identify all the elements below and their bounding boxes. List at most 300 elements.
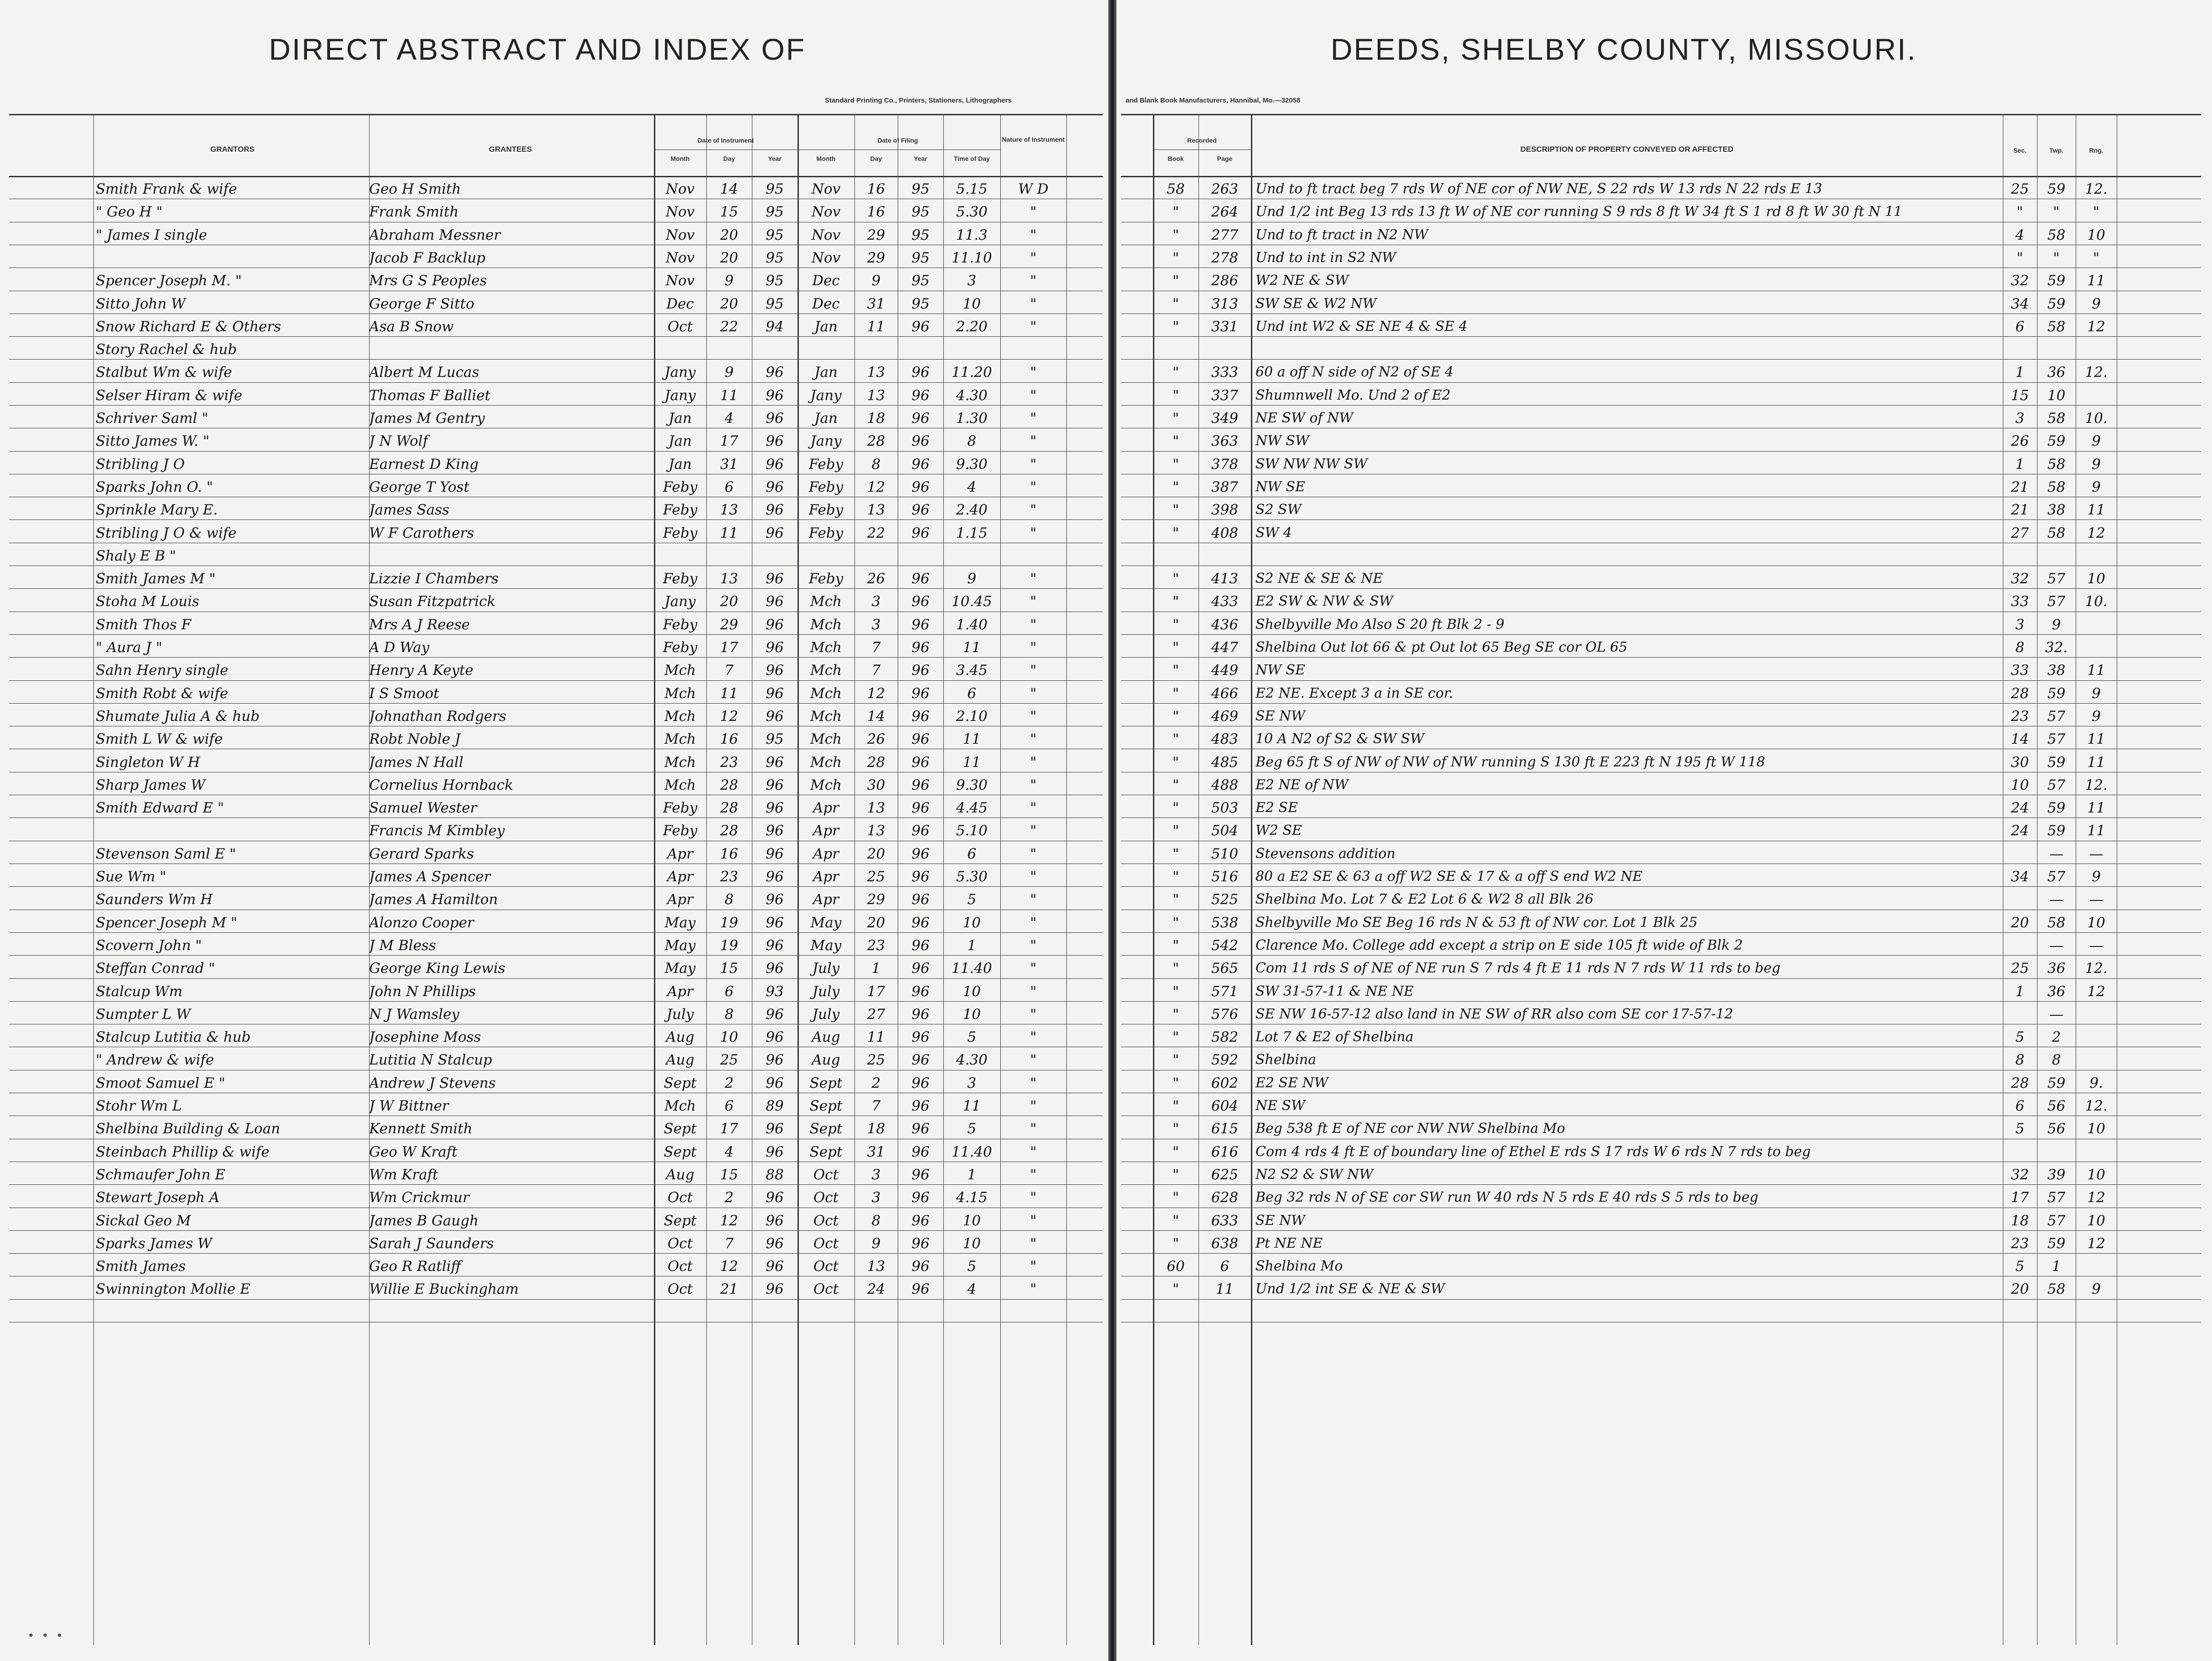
instrument-day-cell: 11 — [720, 685, 738, 702]
filing-day-cell: 28 — [867, 754, 885, 771]
filing-year-cell: 96 — [911, 1098, 930, 1114]
grantee-cell: John N Phillips — [369, 983, 476, 1000]
filing-time-cell — [943, 545, 1000, 567]
instrument-day-cell: 17 — [720, 639, 738, 656]
book-cell: " — [1172, 319, 1179, 335]
range-cell: 11 — [2087, 823, 2105, 839]
filing-month-cell: Sept — [809, 1144, 843, 1160]
filing-year-cell: 96 — [911, 1167, 930, 1183]
nature-cell: " — [1030, 731, 1037, 747]
township-cell: 59 — [2047, 685, 2066, 702]
instrument-day-cell: 10 — [720, 1029, 738, 1045]
grantor-cell: Spencer Joseph M. " — [96, 273, 242, 289]
township-cell: 36 — [2047, 983, 2066, 1000]
page-cell: 525 — [1211, 891, 1239, 908]
year-header-filing: Year — [914, 155, 927, 162]
grantor-cell: Stevenson Saml E " — [96, 846, 236, 862]
instrument-day-cell: 28 — [720, 823, 738, 839]
description-cell — [1255, 338, 2001, 361]
filing-month-cell: Oct — [813, 1167, 839, 1183]
filing-day-cell: 25 — [867, 1052, 885, 1068]
page-cell: 433 — [1211, 593, 1239, 610]
page-cell: 378 — [1211, 456, 1239, 473]
page-cell: 11 — [1215, 1281, 1234, 1297]
instrument-month-cell: Feby — [663, 639, 698, 656]
range-cell: 12. — [2085, 777, 2108, 793]
page-cell: 504 — [1211, 823, 1239, 839]
instrument-year-cell: 96 — [766, 525, 784, 541]
instrument-day-cell: 28 — [720, 777, 738, 793]
instrument-year-cell: 96 — [766, 1075, 784, 1091]
range-cell: 9 — [2092, 685, 2101, 702]
filing-year-cell: 96 — [911, 869, 930, 885]
grantor-cell: Sparks James W — [96, 1235, 212, 1252]
grantee-cell: Sarah J Saunders — [369, 1235, 494, 1252]
grantor-cell: Stalbut Wm & wife — [96, 364, 232, 381]
book-cell: " — [1172, 869, 1179, 885]
grantee-cell: Mrs A J Reese — [369, 617, 470, 633]
filing-day-cell: 20 — [867, 846, 885, 862]
instrument-day-cell: 13 — [720, 571, 738, 587]
filing-time-cell: 8 — [967, 433, 977, 449]
grantee-cell: James Sass — [369, 502, 449, 518]
page-cell: 349 — [1211, 410, 1239, 427]
page-cell: 447 — [1211, 639, 1239, 656]
grantors-header: GRANTORS — [210, 145, 255, 154]
nature-cell: " — [1030, 502, 1037, 518]
instrument-month-cell: Aug — [666, 1167, 694, 1183]
instrument-year-cell: 96 — [766, 456, 784, 473]
filing-time-cell: 1.40 — [956, 617, 988, 633]
filing-year-cell: 96 — [911, 731, 930, 747]
range-cell: 12 — [2087, 319, 2105, 335]
nature-cell — [1000, 545, 1066, 567]
nature-cell: " — [1030, 1258, 1037, 1275]
filing-time-cell: 3 — [967, 273, 977, 289]
header-rule-bottom-right — [1121, 176, 2201, 177]
grantee-cell: George King Lewis — [369, 960, 505, 977]
description-cell: SW SE & W2 NW — [1255, 296, 1377, 312]
section-cell — [2003, 545, 2037, 567]
book-cell: " — [1172, 456, 1179, 473]
township-cell: 1 — [2052, 1258, 2061, 1275]
page-cell: 413 — [1211, 571, 1239, 587]
filing-month-cell: Feby — [808, 456, 844, 473]
instrument-year-cell: 96 — [766, 1006, 784, 1023]
instrument-day-cell: 19 — [720, 915, 738, 931]
book-cell: " — [1172, 1167, 1179, 1183]
instrument-year-cell: 95 — [766, 273, 784, 289]
filing-month-cell: Feby — [808, 479, 844, 495]
grantee-cell: Wm Kraft — [369, 1167, 438, 1183]
grantor-cell: Steinbach Phillip & wife — [96, 1144, 270, 1160]
township-cell: — — [2049, 937, 2063, 954]
range-cell: 12 — [2087, 983, 2105, 1000]
filing-time-cell: 4.45 — [956, 800, 988, 816]
instrument-year-cell: 96 — [766, 1121, 784, 1137]
section-cell: 3 — [2015, 617, 2025, 633]
page-cell: 615 — [1211, 1121, 1239, 1137]
description-cell — [1255, 545, 2001, 567]
page-cell: 485 — [1211, 754, 1239, 771]
filing-day-cell: 22 — [867, 525, 885, 541]
filing-month-cell: Nov — [811, 181, 841, 197]
section-cell: 5 — [2015, 1121, 2025, 1137]
grantee-cell: James N Hall — [369, 754, 463, 771]
filing-time-cell: 11 — [962, 731, 981, 747]
section-cell: 3 — [2015, 410, 2025, 427]
filing-day-cell: 12 — [867, 479, 885, 495]
instrument-day-cell: 6 — [725, 983, 734, 1000]
section-cell: 21 — [2011, 502, 2029, 518]
instrument-month-cell: May — [664, 915, 696, 931]
filing-year-cell: 96 — [911, 1121, 930, 1137]
section-cell: 1 — [2015, 456, 2025, 473]
township-cell — [2037, 545, 2076, 567]
instrument-month-cell: Feby — [663, 479, 698, 495]
day-header-instrument: Day — [723, 155, 735, 162]
page-cell: 503 — [1211, 800, 1239, 816]
grantee-cell: Lizzie I Chambers — [369, 571, 499, 587]
range-cell: 10 — [2087, 571, 2105, 587]
nature-cell: " — [1030, 1189, 1037, 1206]
grantee-cell: Asa B Snow — [369, 319, 454, 335]
range-cell: 12 — [2087, 1189, 2105, 1206]
nature-cell — [1000, 338, 1066, 361]
filing-year-cell: 96 — [911, 662, 930, 679]
nature-cell: " — [1030, 319, 1037, 335]
page-cell: 331 — [1211, 319, 1239, 335]
section-cell: 21 — [2011, 479, 2029, 495]
page-cell: 483 — [1211, 731, 1239, 747]
section-cell: 34 — [2011, 296, 2029, 312]
book-cell: " — [1172, 800, 1179, 816]
instrument-day-cell: 2 — [725, 1189, 734, 1206]
grantee-cell: Frank Smith — [369, 204, 459, 220]
section-cell — [2003, 888, 2037, 911]
township-cell: 58 — [2047, 915, 2066, 931]
instrument-day-cell: 12 — [720, 1258, 738, 1275]
filing-time-cell: 11.40 — [952, 960, 992, 977]
range-cell: " — [2093, 250, 2100, 266]
instrument-year-cell — [752, 545, 797, 567]
township-cell: 59 — [2047, 433, 2066, 449]
instrument-year-cell: 96 — [766, 685, 784, 702]
filing-month-cell: Feby — [808, 502, 844, 518]
description-cell: Clarence Mo. College add except a strip on E side 105 ft wide of Blk 2 — [1255, 937, 1743, 953]
grantee-cell: Andrew J Stevens — [369, 1075, 496, 1091]
instrument-day-cell: 15 — [720, 204, 738, 220]
filing-month-cell: Mch — [810, 662, 842, 679]
range-cell: 12. — [2085, 960, 2108, 977]
instrument-year-cell: 95 — [766, 227, 784, 243]
filing-time-cell: 10 — [962, 296, 981, 312]
township-cell: " — [2053, 250, 2060, 266]
filing-day-cell: 13 — [867, 1258, 885, 1275]
year-header-instrument: Year — [768, 155, 782, 162]
grantee-cell: Geo H Smith — [369, 181, 461, 197]
instrument-month-cell: Sept — [664, 1213, 697, 1229]
filing-year-cell: 95 — [911, 227, 930, 243]
description-cell: Com 11 rds S of NE of NE run S 7 rds 4 ft E 11 rds N 7 rds W 11 rds to beg — [1255, 960, 1780, 976]
section-cell: 25 — [2011, 181, 2029, 197]
township-cell: 57 — [2047, 708, 2066, 725]
grantor-cell: Snow Richard E & Others — [96, 319, 281, 335]
filing-month-cell: Oct — [813, 1213, 839, 1229]
grantee-cell: James B Gaugh — [369, 1213, 479, 1229]
instrument-month-cell: Mch — [664, 731, 696, 747]
book-cell: " — [1172, 1235, 1179, 1252]
nature-cell: " — [1030, 617, 1037, 633]
filing-day-cell: 3 — [871, 617, 881, 633]
section-cell: 30 — [2011, 754, 2029, 771]
grantee-cell: Susan Fitzpatrick — [369, 593, 496, 610]
section-cell: 10 — [2011, 777, 2029, 793]
township-cell — [2037, 1141, 2076, 1163]
instrument-day-cell: 14 — [720, 181, 738, 197]
book-cell: " — [1172, 410, 1179, 427]
description-cell: N2 S2 & SW NW — [1255, 1167, 1373, 1183]
filing-time-cell: 1 — [967, 937, 977, 954]
filing-month-cell: Mch — [810, 754, 842, 771]
grantee-cell: Alonzo Cooper — [369, 915, 474, 931]
filing-day-cell: 3 — [871, 1167, 881, 1183]
filing-month-cell — [797, 338, 854, 361]
section-cell: " — [2017, 250, 2023, 266]
filing-month-cell: July — [812, 1006, 840, 1023]
grantor-cell: Smith Thos F — [96, 617, 191, 633]
filing-day-cell: 31 — [867, 1144, 885, 1160]
filing-month-cell: Apr — [813, 800, 839, 816]
filing-time-cell: 10 — [962, 1006, 981, 1023]
description-cell: Shumnwell Mo. Und 2 of E2 — [1255, 387, 1451, 403]
recorded-header: Recorded — [1187, 137, 1217, 144]
township-cell: 38 — [2047, 662, 2066, 679]
grantee-cell: Geo R Ratliff — [369, 1258, 461, 1275]
book-cell: " — [1172, 823, 1179, 839]
page-header: Page — [1217, 155, 1233, 162]
instrument-year-cell: 96 — [766, 937, 784, 954]
nature-cell: " — [1030, 1167, 1037, 1183]
section-cell: 25 — [2011, 960, 2029, 977]
range-cell: 10 — [2087, 1213, 2105, 1229]
filing-year-cell: 96 — [911, 1281, 930, 1297]
filing-day-cell: 25 — [867, 869, 885, 885]
grantee-cell: W F Carothers — [369, 525, 474, 541]
grantee-cell: Lutitia N Stalcup — [369, 1052, 492, 1068]
nature-cell: " — [1030, 273, 1037, 289]
filing-day-cell: 2 — [871, 1075, 881, 1091]
instrument-day-cell: 15 — [720, 960, 738, 977]
instrument-year-cell — [752, 338, 797, 361]
instrument-month-cell: Apr — [667, 891, 694, 908]
description-cell: Und to ft tract beg 7 rds W of NE cor of NW NE, S 22 rds W 13 rds N 22 rds E 13 — [1255, 181, 1822, 197]
instrument-year-cell: 88 — [766, 1167, 784, 1183]
nature-cell: " — [1030, 227, 1037, 243]
grantee-cell: N J Wamsley — [369, 1006, 459, 1023]
month-header-filing: Month — [816, 155, 836, 162]
day-header-filing: Day — [870, 155, 882, 162]
instrument-year-cell: 96 — [766, 777, 784, 793]
section-cell: 26 — [2011, 433, 2029, 449]
filing-year-cell: 96 — [911, 754, 930, 771]
grantor-cell — [96, 247, 369, 269]
description-cell: W2 NE & SW — [1255, 273, 1349, 288]
section-cell: 34 — [2011, 869, 2029, 885]
grantee-cell: Samuel Wester — [369, 800, 477, 816]
instrument-year-cell: 96 — [766, 846, 784, 862]
range-cell: 12. — [2085, 181, 2108, 197]
description-cell: NW SW — [1255, 433, 1310, 449]
instrument-day-cell: 25 — [720, 1052, 738, 1068]
filing-time-cell: 9 — [967, 571, 977, 587]
grantor-cell: Smith Edward E " — [96, 800, 224, 816]
book-cell: " — [1172, 1281, 1179, 1297]
grantor-cell: Smith Robt & wife — [96, 685, 228, 702]
filing-year-cell: 96 — [911, 1029, 930, 1045]
section-cell: 18 — [2011, 1213, 2029, 1229]
filing-day-cell: 26 — [867, 571, 885, 587]
grantor-cell: Shumate Julia A & hub — [96, 708, 260, 725]
range-cell: 11 — [2087, 731, 2105, 747]
grantor-cell: " Aura J " — [96, 639, 163, 656]
book-cell: " — [1172, 1075, 1179, 1091]
filing-time-cell: 3.45 — [956, 662, 988, 679]
instrument-month-cell: July — [666, 1006, 694, 1023]
filing-day-cell: 11 — [867, 319, 885, 335]
township-cell: — — [2049, 891, 2063, 908]
instrument-month-cell: Feby — [663, 800, 698, 816]
township-cell: 58 — [2047, 525, 2066, 541]
filing-year-cell: 96 — [911, 960, 930, 977]
filing-day-cell — [854, 338, 898, 361]
left-page-heading: DIRECT ABSTRACT AND INDEX OF — [269, 32, 806, 66]
range-cell: 12 — [2087, 525, 2105, 541]
book-cell: " — [1172, 662, 1179, 679]
instrument-day-cell — [706, 545, 752, 567]
filing-time-cell: 11.20 — [952, 364, 992, 381]
range-cell: 11 — [2087, 662, 2105, 679]
book-cell — [1153, 545, 1199, 567]
time-of-day-header: Time of Day — [953, 155, 990, 162]
range-cell — [2076, 1141, 2117, 1163]
description-cell: Shelbyville Mo SE Beg 16 rds N & 53 ft of NW cor. Lot 1 Blk 25 — [1255, 915, 1698, 931]
township-cell: 58 — [2047, 227, 2066, 243]
township-cell: 59 — [2047, 754, 2066, 771]
instrument-month-cell: Oct — [667, 1235, 693, 1252]
date-of-instrument-header: Date of Instrument — [697, 137, 754, 144]
filing-day-cell: 29 — [867, 891, 885, 908]
grantor-cell: Selser Hiram & wife — [96, 387, 242, 404]
range-cell: 11 — [2087, 800, 2105, 816]
section-cell: 1 — [2015, 983, 2025, 1000]
grantor-cell: Story Rachel & hub — [96, 341, 237, 358]
section-cell: 32 — [2011, 273, 2029, 289]
filing-time-cell: 4.15 — [956, 1189, 988, 1206]
nature-cell: " — [1030, 846, 1037, 862]
filing-day-cell: 13 — [867, 364, 885, 381]
grantor-cell: Sprinkle Mary E. — [96, 502, 218, 518]
range-cell — [2076, 636, 2117, 659]
filing-year-cell: 96 — [911, 479, 930, 495]
page-cell: 488 — [1211, 777, 1239, 793]
range-cell: 9 — [2092, 869, 2101, 885]
instrument-day-cell: 21 — [720, 1281, 738, 1297]
nature-cell: " — [1030, 960, 1037, 977]
filing-time-cell: 5 — [967, 1029, 977, 1045]
instrument-day-cell: 7 — [725, 662, 734, 679]
grantor-cell: Singleton W H — [96, 754, 200, 771]
grantee-cell: J N Wolf — [369, 433, 428, 449]
section-cell: 24 — [2011, 823, 2029, 839]
page-cell: 278 — [1211, 250, 1239, 266]
book-cell: " — [1172, 273, 1179, 289]
filing-time-cell: 10 — [962, 983, 981, 1000]
page-cell: 337 — [1211, 387, 1239, 404]
grantor-cell: Sumpter L W — [96, 1006, 191, 1023]
filing-day-cell: 9 — [871, 273, 881, 289]
filing-year-cell: 96 — [911, 937, 930, 954]
instrument-day-cell: 9 — [725, 273, 734, 289]
page-cell: 398 — [1211, 502, 1239, 518]
instrument-year-cell: 96 — [766, 502, 784, 518]
grantee-cell: Gerard Sparks — [369, 846, 474, 862]
range-cell — [2076, 613, 2117, 636]
filing-time-cell: 11.10 — [952, 250, 992, 266]
sec-header: Sec. — [2013, 147, 2027, 154]
township-cell: 59 — [2047, 273, 2066, 289]
instrument-month-cell: Mch — [664, 1098, 696, 1114]
header-rule-bottom-left — [9, 176, 1103, 177]
instrument-month-cell: Sept — [664, 1075, 697, 1091]
range-cell: — — [2089, 846, 2104, 862]
nature-cell: " — [1030, 1281, 1037, 1297]
description-cell: Und 1/2 int SE & NE & SW — [1255, 1281, 1445, 1297]
nature-cell: " — [1030, 1098, 1037, 1114]
page-cell — [1199, 338, 1251, 361]
range-cell: 10. — [2085, 593, 2108, 610]
grantor-cell: Stalcup Wm — [96, 983, 183, 1000]
book-cell: " — [1172, 387, 1179, 404]
filing-month-cell: Mch — [810, 617, 842, 633]
township-cell: 58 — [2047, 479, 2066, 495]
description-cell: NW SE — [1255, 662, 1306, 678]
book-cell: " — [1172, 1189, 1179, 1206]
range-cell: 9 — [2092, 479, 2101, 495]
range-cell: 10 — [2087, 1167, 2105, 1183]
page-cell: 469 — [1211, 708, 1239, 725]
instrument-day-cell: 9 — [725, 364, 734, 381]
instrument-month-cell: Oct — [667, 1258, 693, 1275]
date-subheader-rule — [654, 149, 1000, 150]
filing-day-cell: 17 — [867, 983, 885, 1000]
grantor-cell: Stribling J O & wife — [96, 525, 237, 541]
description-cell: S2 SW — [1255, 502, 1301, 518]
filing-day-cell: 8 — [871, 1213, 881, 1229]
instrument-day-cell: 31 — [720, 456, 738, 473]
filing-month-cell: July — [812, 983, 840, 1000]
filing-month-cell: July — [812, 960, 840, 977]
instrument-month-cell: Jan — [669, 456, 692, 473]
range-cell: 9 — [2092, 296, 2101, 312]
filing-month-cell: Jan — [814, 364, 838, 381]
book-cell: " — [1172, 1144, 1179, 1160]
instrument-day-cell — [706, 338, 752, 361]
range-cell: 12. — [2085, 1098, 2108, 1114]
page-cell — [1199, 545, 1251, 567]
range-cell: 9 — [2092, 1281, 2101, 1297]
range-cell: 9 — [2092, 708, 2101, 725]
